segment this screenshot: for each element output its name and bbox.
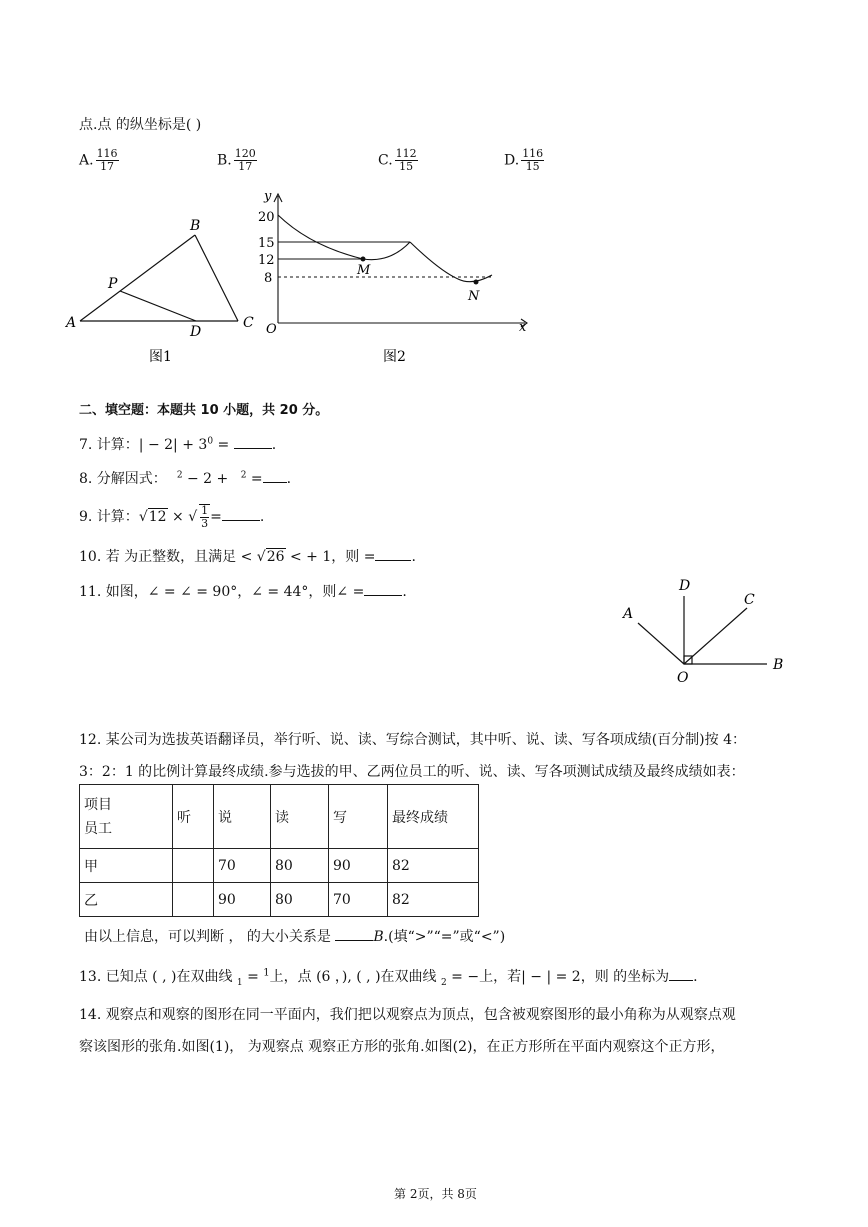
period: . (402, 584, 407, 600)
label-a: A (66, 315, 77, 331)
question-7 (79, 434, 276, 454)
figure-2-graph (250, 186, 540, 370)
table-cell (173, 883, 214, 917)
option-c (378, 148, 418, 173)
table-header: 听 (173, 785, 214, 849)
answer-blank (234, 436, 272, 449)
section-2-title: 二、填空题：本题共 10 小题，共 20 分。 (79, 403, 329, 418)
question-12-line-3 (84, 926, 505, 946)
subscript: 1 (236, 977, 243, 988)
question-6-tail: 点.点 的纵坐标是( ) (79, 117, 202, 133)
y-tick-20: 20 (258, 210, 275, 225)
question-12-line-1: 12. 某公司为选拔英语翻译员，举行听、说、读、写综合测试，其中听、说、读、写各项成绩(百分制)按 4： (79, 732, 746, 748)
curve-segment-1 (278, 215, 410, 260)
fraction-denominator: 15 (525, 160, 540, 173)
page-footer: 第 2页，共 8页 (394, 1187, 477, 1201)
times-sign: × (167, 509, 189, 525)
subscript: 2 (441, 977, 447, 988)
question-13-end: = −上，若| − | = 2，则 的坐标为 (446, 969, 670, 985)
figure-angles (615, 570, 795, 688)
table-header-row (80, 785, 479, 849)
segment-ab (80, 235, 195, 321)
origin-label: O (266, 322, 277, 337)
header-corner-cell (80, 785, 173, 849)
exponent: 0 (207, 436, 214, 447)
question-13-text: 13. 已知点 ( , )在双曲线 (79, 969, 237, 985)
table-header: 读 (271, 785, 329, 849)
axis-y-label: y (264, 189, 272, 204)
label-b: B (190, 218, 201, 234)
fraction-denominator: 15 (399, 160, 414, 173)
question-14-line-2: 察该图形的张角.如图(1)， 为观察点 观察正方形的张角.如图(2)，在正方形所在平面内观察这个正方形， (79, 1039, 725, 1055)
period: . (259, 509, 265, 525)
option-letter: B. (217, 152, 232, 169)
figure-1-triangle (60, 210, 260, 370)
header-employee-label: 员工 (84, 820, 112, 837)
table-cell: 80 (271, 883, 329, 917)
table-cell: 82 (388, 883, 479, 917)
question-13-middle: 上，点 (6 ，), ( , )在双曲线 (269, 969, 441, 985)
label-b: B (773, 657, 784, 673)
question-9: 9. 计算：√12 × √ $\frac{1}{3}$ = . (79, 504, 265, 530)
question-14-line-1: 14. 观察点和观察的图形在同一平面内，我们把以观察点为顶点，包含被观察图形的最小角称为从观察点观 (79, 1007, 736, 1023)
label-a: A (623, 606, 634, 622)
table-cell-name: 乙 (80, 883, 173, 917)
radicand: 12 (148, 509, 167, 525)
option-b (217, 148, 257, 173)
equals-sign: = (210, 509, 222, 525)
table-row (80, 883, 479, 917)
question-9-text: 9. 计算： (79, 509, 139, 525)
table-cell (173, 849, 214, 883)
question-10-middle: < + 1，则 = (285, 549, 376, 565)
label-m: M (357, 263, 371, 278)
equals-sign: = (213, 437, 234, 453)
exponent: 2 (176, 470, 183, 481)
table-header: 最终成绩 (388, 785, 479, 849)
y-tick-8: 8 (264, 271, 273, 286)
table-cell: 82 (388, 849, 479, 883)
point-m (361, 257, 366, 262)
point-n (474, 280, 479, 285)
axis-x-label: x (519, 320, 527, 335)
answer-blank (364, 583, 402, 596)
table-cell: 70 (329, 883, 388, 917)
label-o: O (677, 670, 689, 686)
question-10: 10. 若 为正整数，且满足 < √26 < + 1，则 = . (79, 549, 416, 565)
option-a (79, 148, 119, 173)
fraction-numerator: 1 (263, 967, 270, 979)
fraction-denominator: 17 (238, 160, 253, 173)
fraction-numerator: 116 (522, 147, 544, 160)
question-8 (79, 468, 291, 488)
question-11 (79, 581, 407, 601)
option-letter: A. (79, 152, 94, 169)
question-12-line-2: 3：2：1 的比例计算最终成绩.参与选拔的甲、乙两位员工的听、说、读、写各项测试成绩及最终成绩如表： (79, 764, 745, 780)
fraction-denominator: 3 (201, 517, 209, 530)
equals-sign: = (242, 969, 264, 985)
answer-blank (375, 548, 411, 561)
option-fraction (234, 148, 257, 173)
segment-bc (195, 235, 238, 321)
letter-b: B (373, 929, 384, 945)
question-7-text: 7. 计算：| − 2| + 3 (79, 437, 208, 453)
period: . (286, 471, 292, 487)
table-header: 写 (329, 785, 388, 849)
question-12-conclusion: 由以上信息，可以判断 ， 的大小关系是 (84, 929, 336, 945)
answer-blank (222, 508, 260, 521)
question-11-text: 11. 如图，∠ = ∠ = 90°，∠ = 44°，则∠ = (79, 584, 365, 600)
label-d: D (679, 578, 691, 594)
question-10-text: 10. 若 为正整数，且满足 < (79, 549, 257, 565)
label-p: P (108, 276, 118, 292)
curve-segment-2 (410, 242, 492, 282)
table-row (80, 849, 479, 883)
period: . (693, 969, 698, 985)
fraction-under-root (199, 504, 210, 530)
answer-blank (263, 470, 287, 483)
fraction-numerator: 120 (234, 147, 256, 160)
y-tick-12: 12 (258, 253, 275, 268)
fraction-numerator: 1 (201, 504, 209, 517)
answer-blank (335, 928, 373, 941)
ray-oc (684, 608, 747, 664)
question-13 (79, 966, 698, 988)
header-item-label: 项目 (84, 796, 112, 813)
fill-instruction: .(填“>”“=”或“<”) (383, 929, 506, 945)
label-n: N (468, 289, 480, 304)
segment-pd (120, 291, 196, 321)
radicand: 26 (266, 549, 285, 565)
answer-blank (669, 968, 693, 981)
ray-oa (638, 623, 684, 664)
score-table (79, 784, 479, 917)
y-tick-15: 15 (258, 236, 275, 251)
label-d: D (190, 324, 202, 340)
label-c: C (744, 592, 755, 608)
table-cell: 90 (214, 883, 271, 917)
figure-1-caption: 图1 (149, 349, 172, 365)
option-d (504, 148, 544, 173)
table-cell: 80 (271, 849, 329, 883)
option-fraction (521, 148, 544, 173)
table-cell-name: 甲 (80, 849, 173, 883)
fraction-denominator: 17 (100, 160, 115, 173)
option-letter: C. (378, 152, 393, 169)
fraction-numerator: 112 (395, 147, 417, 160)
question-8-text: 8. 分解因式： (79, 471, 167, 487)
label-c: C (243, 315, 254, 331)
question-8-middle: − 2 + (182, 471, 233, 487)
period: . (411, 549, 416, 565)
table-cell: 70 (214, 849, 271, 883)
equals-sign: = (246, 471, 263, 487)
period: . (271, 437, 277, 453)
option-fraction (96, 148, 119, 173)
exponent: 2 (240, 470, 247, 481)
figure-2-caption: 图2 (383, 349, 406, 365)
table-cell: 90 (329, 849, 388, 883)
option-letter: D. (504, 152, 520, 169)
fraction-numerator: 116 (96, 147, 118, 160)
option-fraction (395, 148, 418, 173)
table-header: 说 (214, 785, 271, 849)
